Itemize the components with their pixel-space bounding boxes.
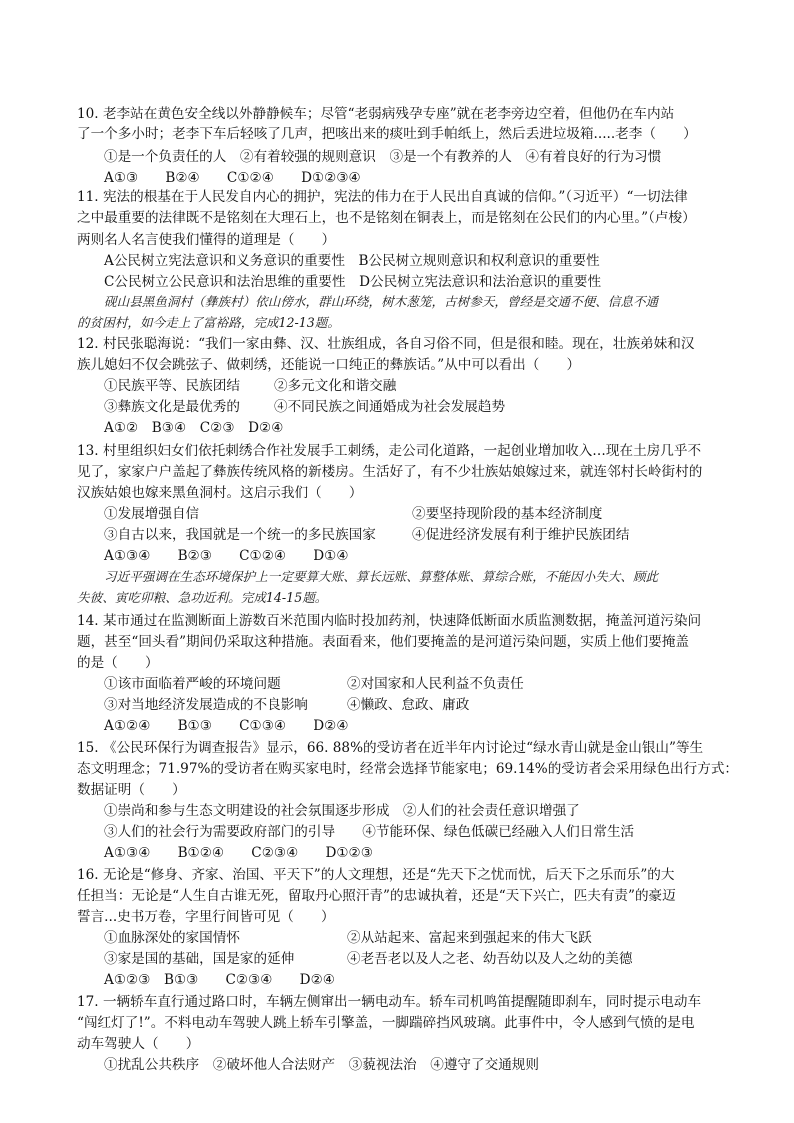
question-14-option-2: ②对国家和人民利益不负责任 xyxy=(347,676,524,692)
question-17-stem-line-2: “闯红灯了!”。不料电动车驾驶人跳上轿车引擎盖，一脚踹碎挡风玻璃。此事件中，令人感到气愤的是电 xyxy=(77,1015,695,1031)
question-10-stem-line-1: 10. 老李站在黄色安全线以外静静候车；尽管“老弱病残孕专座”就在老李旁边空着，但他仍在车内站 xyxy=(77,106,675,122)
question-13-stem-line-2: 见了，家家户户盖起了彝族传统风格的新楼房。生活好了，有不少壮族姑娘嫁过来，就连邻村长岭街村的 xyxy=(77,464,703,480)
question-11-stem-line-3: 两则名人名言使我们懂得的道理是（ ） xyxy=(77,232,336,248)
material-12-13-line-1: 砚山县黑鱼洞村（彝族村）依山傍水，群山环绕，树木葱笼，古树参天，曾经是交通不便、信息不通 xyxy=(104,294,659,309)
question-16-option-4: ④老吾老以及人之老、幼吾幼以及人之幼的美德 xyxy=(347,951,633,967)
question-10-options: ①是一个负责任的人 ②有着较强的规则意识 ③是一个有教养的人 ④有着良好的行为习惯 xyxy=(104,149,662,165)
question-12-option-1: ①民族平等、民族团结 xyxy=(104,378,240,394)
question-12-option-2: ②多元文化和谐交融 xyxy=(274,378,397,394)
question-11-stem-line-1: 11. 宪法的根基在于人民发自内心的拥护，宪法的伟力在于人民出自真诚的信仰。”（习近平）“一切法律 xyxy=(77,189,688,205)
question-10-choices: A①③ B②④ C①②④ D①②③④ xyxy=(104,170,361,186)
question-14-option-1: ①该市面临着严峻的环境问题 xyxy=(104,676,281,692)
question-17-stem-line-3: 动车驾驶人（ ） xyxy=(77,1036,200,1052)
question-13-options-row-2 xyxy=(104,525,630,545)
material-14-15-line-1: 习近平强调在生态环境保护上一定要算大账、算长远账、算整体账、算综合账，不能因小失大、顾此 xyxy=(104,569,659,584)
question-15-stem-line-3: 数据证明（ ） xyxy=(77,782,186,798)
question-14-options-row-2 xyxy=(104,695,469,715)
question-16-stem-line-1: 16. 无论是“修身、齐家、治国、平天下”的人文理想，还是“先天下之忧而忧，后天下之乐而乐”的大 xyxy=(77,867,675,883)
question-15-stem-line-1: 15. 《公民环保行为调查报告》显示，66. 88%的受访者在近半年内讨论过“绿水青山就是金山银山”等生 xyxy=(77,740,704,756)
question-17-options: ①扰乱公共秩序 ②破坏他人合法财产 ③藐视法治 ④遵守了交通规则 xyxy=(104,1057,539,1073)
question-12-option-3: ③彝族文化是最优秀的 xyxy=(104,399,240,415)
question-13-option-4: ④促进经济发展有利于维护民族团结 xyxy=(412,527,630,543)
question-13-stem-line-1: 13. 村里组织妇女们依托刺绣合作社发展手工刺绣，走公司化道路，一起创业增加收入…现在土房几乎不 xyxy=(77,443,702,459)
question-11-options-cd: C公民树立公民意识和法治思维的重要性 D公民树立宪法意识和法治意识的重要性 xyxy=(104,274,602,290)
question-16-options-row-2 xyxy=(104,949,632,969)
question-12-options-row-2 xyxy=(104,397,505,417)
question-13-option-3: ③自古以来，我国就是一个统一的多民族国家 xyxy=(104,527,376,543)
question-13-options-row-1 xyxy=(104,504,602,524)
question-13-option-2: ②要坚持现阶段的基本经济制度 xyxy=(412,506,603,522)
question-15-options-1-2: ①崇尚和参与生态文明建设的社会氛围逐步形成 ②人们的社会责任意识增强了 xyxy=(104,803,580,819)
question-14-choices: A①②④ B①③ C①③④ D②④ xyxy=(104,718,349,734)
question-16-option-1: ①血脉深处的家国情怀 xyxy=(104,930,240,946)
question-15-options-3-4: ③人们的社会行为需要政府部门的引导 ④节能环保、绿色低碳已经融入人们日常生活 xyxy=(104,824,635,840)
material-12-13-line-2: 的贫困村，如今走上了富裕路，完成12-13题。 xyxy=(77,315,340,330)
question-12-option-4: ④不同民族之间通婚成为社会发展趋势 xyxy=(274,399,506,415)
question-16-stem-line-2: 任担当：无论是“人生自古谁无死，留取丹心照汗青”的忠诚执着，还是“天下兴亡，匹夫有责”的豪迈 xyxy=(77,888,676,904)
question-11-stem-line-2: 之中最重要的法律既不是铭刻在大理石上，也不是铭刻在铜表上，而是铭刻在公民们的内心里。”（卢梭） xyxy=(77,210,696,226)
question-14-stem-line-3: 的是（ ） xyxy=(77,655,159,671)
question-14-option-3: ③对当地经济发展造成的不良影响 xyxy=(104,697,308,713)
question-15-choices: A①③④ B①②④ C②③④ D①②③ xyxy=(104,845,373,861)
question-15-stem-line-2: 态文明理念；71.97%的受访者在购买家电时，经常会选择节能家电；69.14%的受访者会采用绿色出行方式： xyxy=(77,761,739,777)
question-10-stem-line-2: 了一个多小时；老李下车后轻咳了几声，把咳出来的痰吐到手帕纸上，然后丢进垃圾箱.....老李（ ） xyxy=(77,126,697,142)
question-16-options-row-1 xyxy=(104,928,592,948)
question-17-stem-line-1: 17. 一辆轿车直行通过路口时，车辆左侧窜出一辆电动车。轿车司机鸣笛提醒随即刹车，同时提示电动车 xyxy=(77,994,702,1010)
question-14-option-4: ④懒政、怠政、庸政 xyxy=(347,697,470,713)
question-16-option-2: ②从站起来、富起来到强起来的伟大飞跃 xyxy=(347,930,592,946)
question-12-stem-line-2: 族儿媳妇不仅会跳弦子、做刺绣，还能说一口纯正的彝族话。”从中可以看出（ ） xyxy=(77,357,581,373)
question-13-option-1: ①发展增强自信 xyxy=(104,506,200,522)
question-12-stem-line-1: 12. 村民张聪海说：“我们一家由彝、汉、壮族组成，各自习俗不同，但是很和睦。现在，壮族弟妹和汉 xyxy=(77,336,695,352)
question-14-stem-line-1: 14. 某市通过在监测断面上游数百米范围内临时投加药剂，快速降低断面水质监测数据，掩盖河道污染问 xyxy=(77,613,702,629)
material-14-15-line-2: 失彼、寅吃卯粮、急功近利。完成14-15题。 xyxy=(77,590,328,605)
question-14-options-row-1 xyxy=(104,674,524,694)
question-16-choices: A①②③ B①③ C②③④ D②④ xyxy=(104,972,335,988)
question-16-option-3: ③家是国的基础，国是家的延伸 xyxy=(104,951,295,967)
question-13-choices: A①③④ B②③ C①②④ D①④ xyxy=(104,548,349,564)
question-12-options-row-1 xyxy=(104,376,396,396)
question-12-choices: A①② B③④ C②③ D②④ xyxy=(104,420,284,436)
question-14-stem-line-2: 题，甚至“回头看”期间仍采取这种措施。表面看来，他们要掩盖的是河道污染问题，实质上他们要掩盖 xyxy=(77,634,690,650)
question-11-options-ab: A公民树立宪法意识和义务意识的重要性 B公民树立规则意识和权利意识的重要性 xyxy=(104,253,600,269)
question-13-stem-line-3: 汉族姑娘也嫁来黑鱼洞村。这启示我们（ ） xyxy=(77,485,363,501)
question-16-stem-line-3: 誓言...史书万卷，字里行间皆可见（ ） xyxy=(77,909,335,925)
